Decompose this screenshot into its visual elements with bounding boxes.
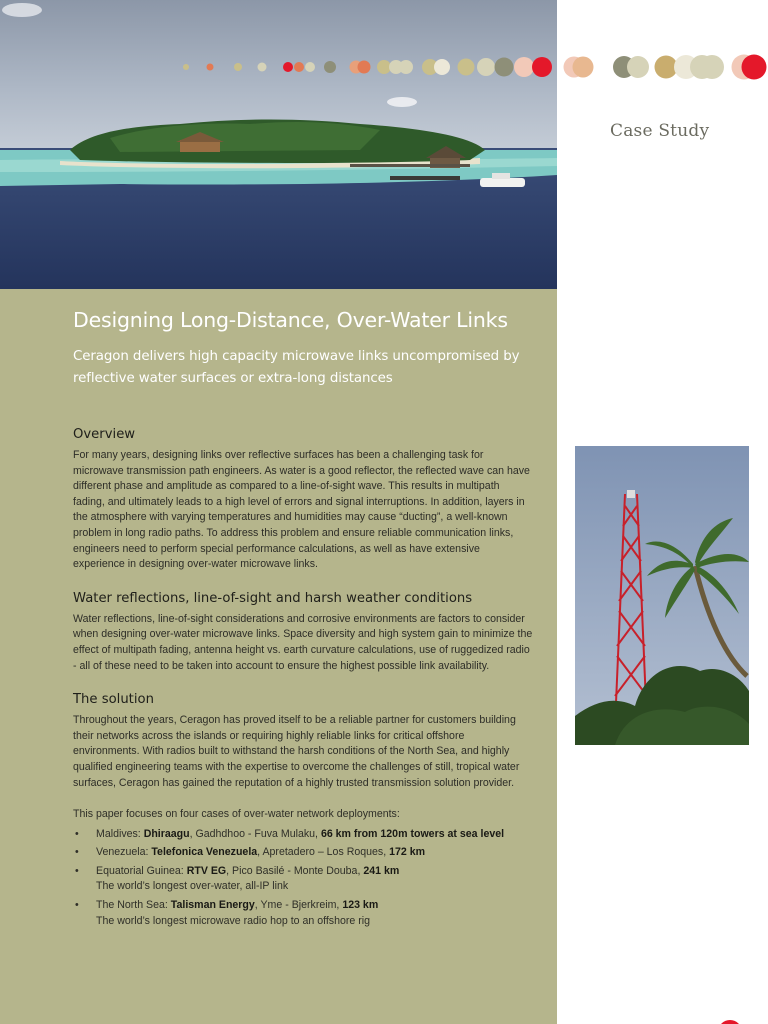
solution-section — [73, 691, 533, 791]
cases-list — [73, 827, 533, 930]
bullet: • — [75, 864, 79, 877]
case-note: The world’s longest microwave radio hop to an offshore rig — [96, 914, 371, 927]
case-region: Maldives: — [96, 827, 144, 840]
decor-dot — [283, 62, 293, 72]
decor-dot — [258, 63, 267, 72]
case-study-label: Case Study — [610, 121, 710, 141]
decor-dot — [358, 61, 371, 74]
case-distance: 123 km — [342, 899, 379, 912]
island-resort-photo — [0, 0, 557, 289]
decor-dot — [458, 59, 475, 76]
decor-dot — [495, 58, 514, 77]
decor-dot — [305, 62, 315, 72]
case-operator: Dhiraagu — [143, 827, 190, 840]
page-subtitle — [73, 346, 533, 390]
case-distance: 172 km — [389, 846, 426, 859]
main-content — [73, 306, 533, 932]
list-item — [73, 827, 533, 843]
overview-heading: Overview — [73, 427, 136, 442]
overview-section — [73, 426, 533, 573]
decor-dot — [377, 60, 391, 74]
water-text: Water reflections, line-of-sight considerations and corrosive environments are factors to consider when designing over-water microwave links. Space diversity and high system gain to minimize the effect of multipath fading, antenna height vs. earth curvature calculations, use of ruggedized radio - all of these need to be taken into account to ensure the highest possible link availability. — [73, 612, 533, 672]
decor-dot — [742, 55, 767, 80]
focus-intro: This paper focuses on four cases of over-water network deployments: — [73, 808, 400, 821]
decor-dot — [434, 59, 450, 75]
solution-text: Throughout the years, Ceragon has proved itself to be a reliable partner for customers building their networks across the islands or requiring highly reliable links for critical offshore environments. With radios built to withstand the harsh conditions of the North Sea, and highly qualified engineering teams with the expertise to overcome the challenges of still, tropical water surfaces, Ceragon has gained the reputation of a highly trusted transmission solution provider. — [73, 714, 520, 789]
decor-dot — [183, 64, 189, 70]
case-route: , Gadhdhoo - Fuva Mulaku, — [189, 827, 321, 840]
corner-dot — [715, 1018, 745, 1024]
subtitle-line: reflective water surfaces or extra-long distances — [73, 371, 393, 386]
bullet: • — [75, 899, 79, 912]
solution-heading: The solution — [73, 692, 154, 708]
bullet: • — [75, 846, 79, 859]
case-operator: Telefonica Venezuela — [151, 846, 258, 859]
decor-dot — [573, 57, 594, 78]
tower-palm-photo — [575, 446, 749, 745]
decor-dot — [399, 60, 413, 74]
case-region: The North Sea: — [96, 899, 171, 912]
list-item — [73, 845, 533, 861]
list-item — [73, 898, 533, 929]
case-distance: 241 km — [363, 864, 400, 877]
case-route: , Pico Basilé - Monte Douba, — [226, 864, 364, 877]
subtitle-line: Ceragon delivers high capacity microwave links uncompromised by — [73, 349, 520, 364]
list-item — [73, 864, 533, 895]
case-operator: RTV EG — [186, 864, 227, 877]
case-region: Venezuela: — [96, 846, 152, 859]
case-distance: 66 km from 120m towers at sea level — [320, 827, 505, 840]
decor-dot — [514, 57, 534, 77]
decorative-dots — [0, 50, 768, 84]
decor-dot — [532, 57, 552, 77]
decor-dot — [324, 61, 336, 73]
decor-dot — [294, 62, 304, 72]
case-route: , Yme - Bjerkreim, — [254, 899, 343, 912]
decor-dot — [207, 64, 214, 71]
decor-dot — [234, 63, 242, 71]
decor-dot — [627, 56, 649, 78]
case-route: , Apretadero – Los Roques, — [257, 846, 390, 859]
overview-text: For many years, designing links over reflective surfaces has been a challenging task for microwave transmission path engineers. As water is a good reflector, the reflected wave can have different phase and amplitude as compared to a line-of-sight wave. This results in multipath fading, and ultimately leads to a high level of errors and signal interruptions. In addition, layers in the atmosphere with varying temperatures and humidities may cause “ducting”, a well-known problem in long radio paths. To address this problem and ensure reliable communication links, engineers need to perform special performance calculations, as well as have extensive experience in designing over-water microwave links. — [73, 449, 530, 571]
case-region: Equatorial Guinea: — [96, 864, 187, 877]
page-title: Designing Long-Distance, Over-Water Links — [73, 308, 508, 332]
water-heading: Water reflections, line-of-sight and harsh weather conditions — [73, 590, 473, 606]
bullet: • — [75, 827, 79, 840]
decor-dot — [700, 55, 724, 79]
case-note: The world’s longest over-water, all-IP link — [96, 880, 289, 893]
case-operator: Talisman Energy — [170, 899, 255, 912]
decor-dot — [477, 58, 495, 76]
water-section — [73, 590, 533, 674]
